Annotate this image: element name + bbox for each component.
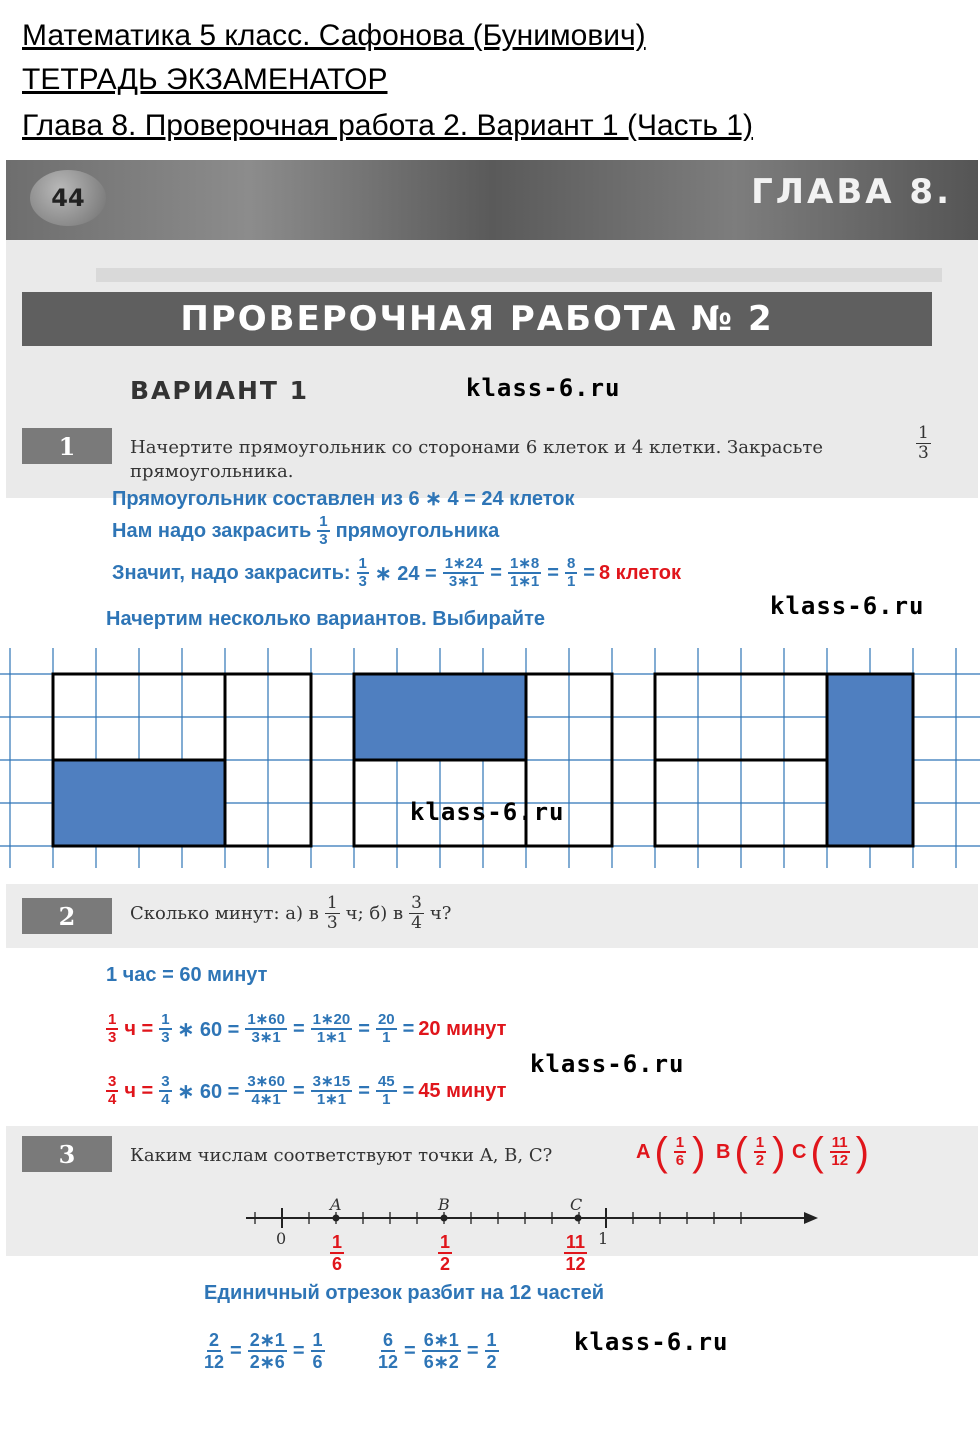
shaded-area: [53, 760, 225, 846]
task1-text-2: прямоугольника.: [130, 461, 294, 482]
solution-line: Нам надо закрасить $\frac{1}{3}$ прямоугольника: [112, 513, 500, 548]
mark-b: $\frac{1}{2}$: [440, 1232, 451, 1274]
grid-drawing: [0, 638, 980, 870]
point-c: [575, 1215, 582, 1222]
task1-number: 1: [22, 428, 112, 464]
axis-zero: 0: [276, 1229, 287, 1248]
solution-line: 1 час = 60 минут: [106, 964, 268, 986]
watermark: klass-6.ru: [574, 1328, 729, 1356]
solution-calc-a: $\frac{2}{12}$ = $\frac{2∗1}{2∗6}$ = $\frac{1}{6}$: [204, 1330, 323, 1372]
task3-answer-a: A ( $\frac{1}{6}$ ): [636, 1130, 706, 1174]
point-a-label: A: [330, 1195, 342, 1214]
shaded-area: [827, 674, 913, 846]
answer-text: 45 минут: [418, 1079, 507, 1102]
solution-calc-b: $\frac{6}{12}$ = $\frac{6∗1}{6∗2}$ = $\frac{1}{2}$: [378, 1330, 497, 1372]
variant-label: ВАРИАНТ 1: [130, 376, 310, 405]
page-number: 44: [30, 170, 106, 226]
test-title: ПРОВЕРОЧНАЯ РАБОТА № 2: [22, 292, 932, 346]
watermark: klass-6.ru: [770, 592, 925, 620]
watermark: klass-6.ru: [466, 374, 621, 402]
watermark: klass-6.ru: [410, 798, 565, 826]
axis-arrow: [804, 1212, 818, 1224]
point-b: [441, 1215, 448, 1222]
doc-title: Математика 5 класс. Сафонова (Бунимович): [22, 19, 646, 52]
task2-number: 2: [22, 898, 112, 934]
task1-fraction: $\frac{1}{3}$: [918, 423, 929, 463]
solution-line: Начертим несколько вариантов. Выбирайте: [106, 608, 545, 630]
number-line: [0, 1190, 980, 1256]
solution-calc-2: $\frac{3}{4}$ ч = $\frac{3}{4}$ ∗ 60 = $\frac{3∗60}{4∗1}$ = $\frac{3∗15}{1∗1}$ = $\frac{45}{1}$ = 45 минут: [108, 1073, 507, 1108]
task3-number: 3: [22, 1136, 112, 1172]
task2-text: Сколько минут: а) в $\frac{1}{3}$ ч; б) в $\frac{3}{4}$ ч?: [130, 893, 452, 933]
mark-c: $\frac{11}{12}$: [565, 1232, 586, 1274]
solution-calc-1: $\frac{1}{3}$ ч = $\frac{1}{3}$ ∗ 60 = $\frac{1∗60}{3∗1}$ = $\frac{1∗20}{1∗1}$ = $\frac{20}{1}$ = 20 минут: [108, 1011, 507, 1046]
axis-one: 1: [598, 1229, 609, 1248]
task3-answer-b: B ( $\frac{1}{2}$ ): [716, 1130, 786, 1174]
shaded-area: [354, 674, 526, 760]
point-a: [333, 1215, 340, 1222]
mark-a: $\frac{1}{6}$: [332, 1232, 343, 1274]
decor-bar: [96, 268, 942, 282]
doc-section: Глава 8. Проверочная работа 2. Вариант 1 (Часть 1): [22, 109, 754, 142]
answer-text: 8 клеток: [598, 561, 681, 584]
point-b-label: B: [438, 1195, 450, 1214]
task3-text: Каким числам соответствуют точки A, B, C?: [130, 1145, 553, 1166]
solution-calc: Значит, надо закрасить: $\frac{1}{3}$ ∗ 24 = $\frac{1∗24}{3∗1}$ = $\frac{1∗8}{1∗1}$ = $\frac{8}{1}$ = 8 клеток: [112, 555, 681, 590]
chapter-label: ГЛАВА 8.: [751, 172, 952, 212]
watermark: klass-6.ru: [530, 1050, 685, 1078]
point-c-label: C: [570, 1195, 583, 1214]
doc-subtitle: ТЕТРАДЬ ЭКЗАМЕНАТОР: [22, 63, 388, 96]
answer-text: 20 минут: [418, 1017, 507, 1040]
task1-text: Начертите прямоугольник со сторонами 6 клеток и 4 клетки. Закрасьте: [130, 437, 823, 458]
solution-line: Единичный отрезок разбит на 12 частей: [204, 1282, 605, 1304]
task3-answer-c: C ( $\frac{11}{12}$ ): [792, 1130, 869, 1174]
solution-line: Прямоугольник составлен из 6 ∗ 4 = 24 клеток: [112, 488, 575, 510]
